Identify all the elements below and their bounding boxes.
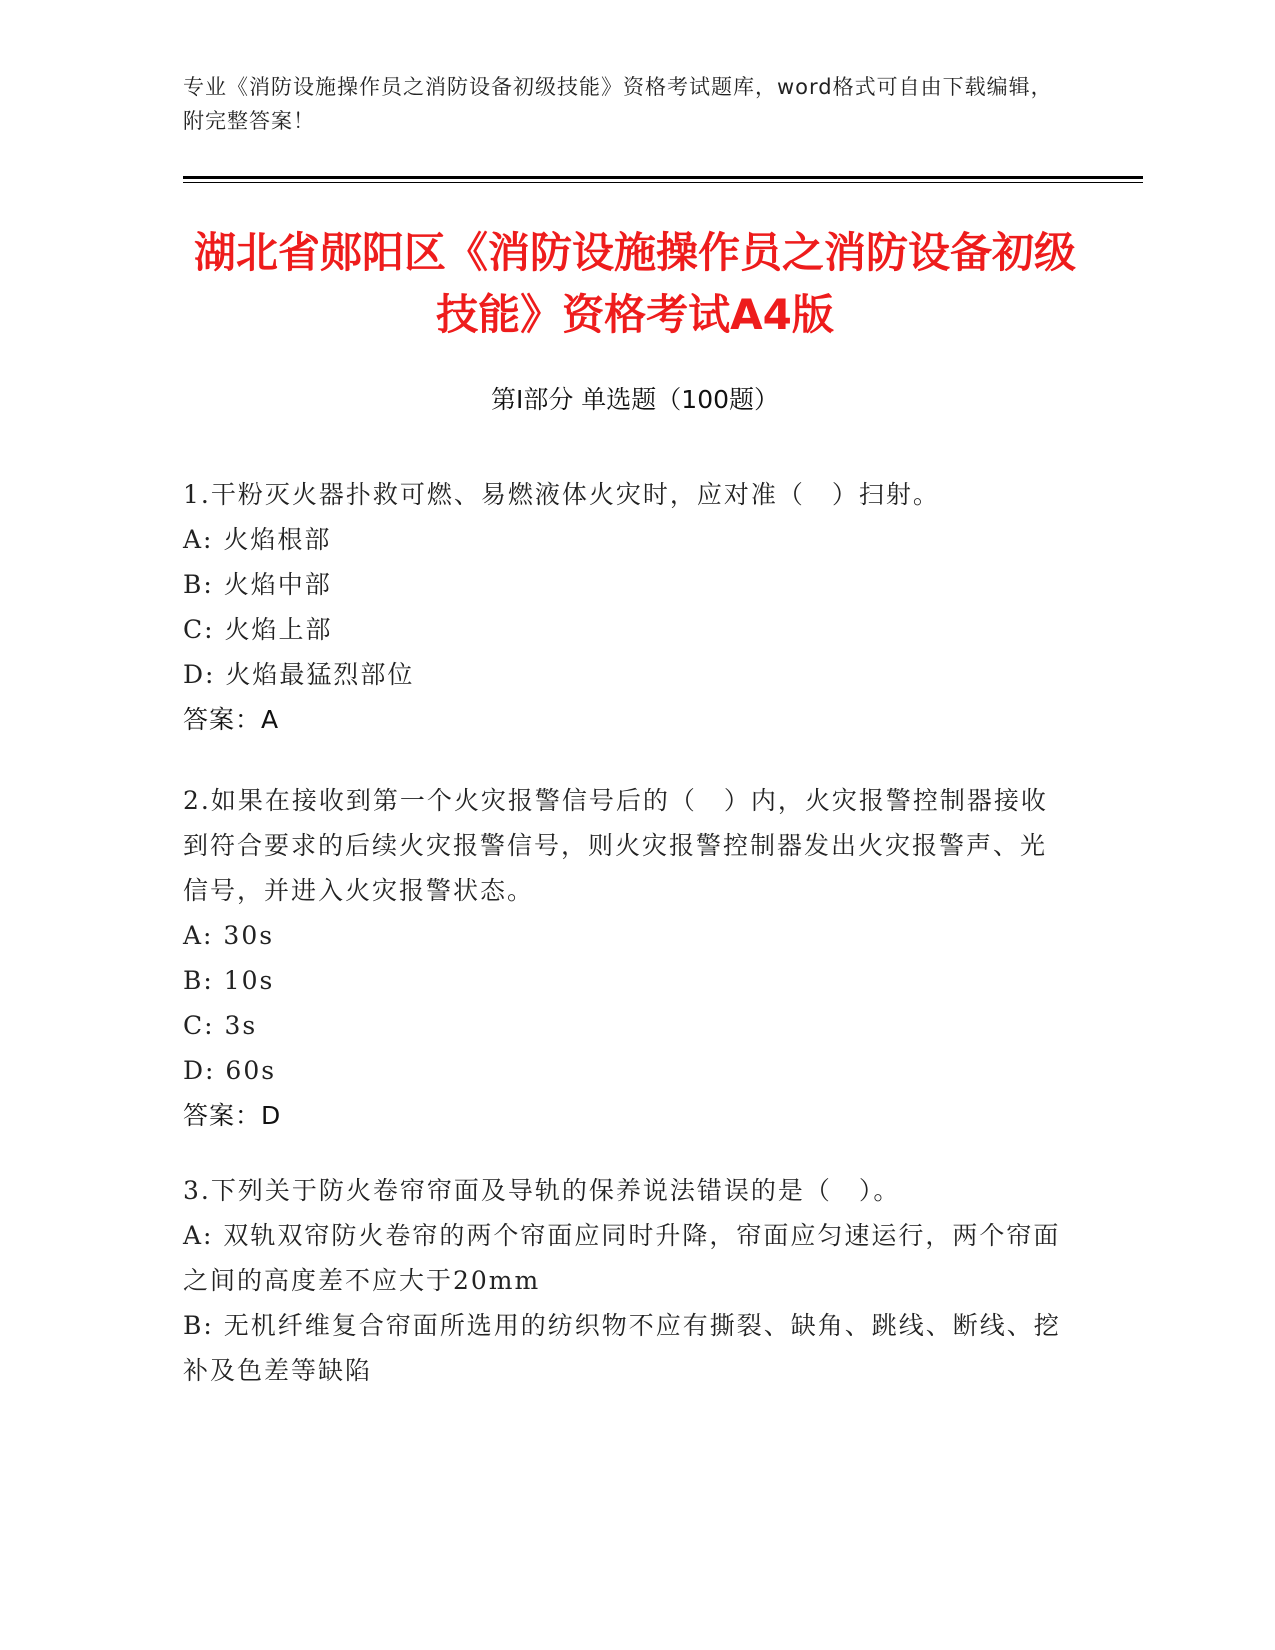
question-text: 2.如果在接收到第一个火灾报警信号后的（ ）内，火灾报警控制器接收到符合要求的后续火灾报警信号，则火灾报警控制器发出火灾报警声、光信号，并进入火灾报警状态。 bbox=[183, 786, 1048, 905]
question-2 bbox=[183, 778, 1063, 1138]
header-note: 专业《消防设施操作员之消防设备初级技能》资格考试题库，word格式可自由下载编辑，附完整答案！ bbox=[183, 75, 1053, 133]
option-a: A: 火焰根部 bbox=[183, 525, 332, 554]
section-heading: 第I部分 单选题（100题） bbox=[490, 385, 780, 414]
question-1 bbox=[183, 472, 1063, 742]
option-a: A: 30s bbox=[183, 921, 275, 950]
option-c: C: 火焰上部 bbox=[183, 615, 333, 644]
option-b: B: 10s bbox=[183, 966, 275, 995]
option-b: B: 无机纤维复合帘面所选用的纺织物不应有撕裂、缺角、跳线、断线、挖补及色差等缺陷 bbox=[183, 1311, 1061, 1385]
option-d: D: 60s bbox=[183, 1056, 277, 1085]
question-3 bbox=[183, 1168, 1063, 1393]
answer-line: 答案：D bbox=[183, 1101, 282, 1130]
header-divider-thin bbox=[183, 182, 1143, 183]
option-a: A: 双轨双帘防火卷帘的两个帘面应同时升降，帘面应匀速运行，两个帘面之间的高度差不应大于20mm bbox=[183, 1221, 1061, 1295]
question-text: 3.下列关于防火卷帘帘面及导轨的保养说法错误的是（ ）。 bbox=[183, 1176, 901, 1205]
option-d: D: 火焰最猛烈部位 bbox=[183, 660, 415, 689]
option-b: B: 火焰中部 bbox=[183, 570, 332, 599]
question-text: 1.干粉灭火器扑救可燃、易燃液体火灾时，应对准（ ）扫射。 bbox=[183, 480, 940, 509]
answer-line: 答案：A bbox=[183, 705, 280, 734]
option-c: C: 3s bbox=[183, 1011, 258, 1040]
header-divider-thick bbox=[183, 176, 1143, 179]
document-title: 湖北省郧阳区《消防设施操作员之消防设备初级技能》资格考试A4版 bbox=[193, 228, 1076, 339]
